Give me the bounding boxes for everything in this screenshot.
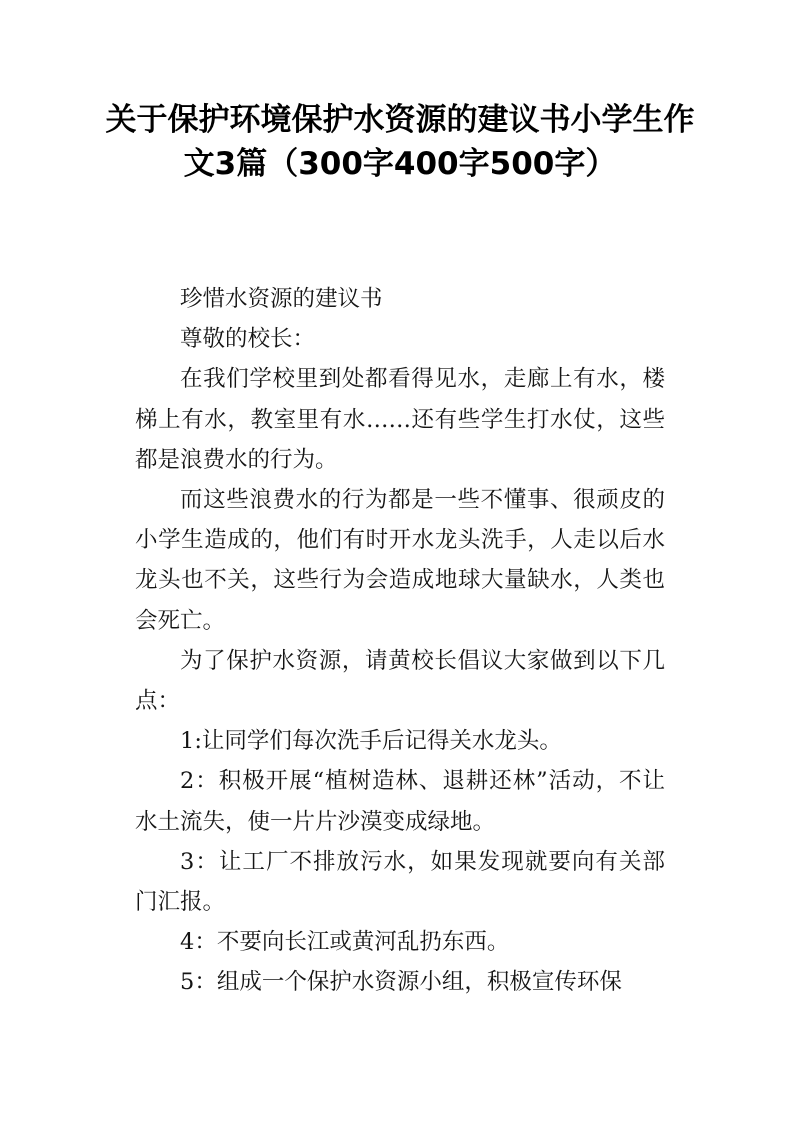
list-item: 5：组成一个保护水资源小组，积极宣传环保 xyxy=(180,969,622,996)
list-item: 4：不要向长江或黄河乱扔东西。 xyxy=(180,929,510,956)
paragraph-letter-title: 珍惜水资源的建议书 xyxy=(180,286,383,312)
paragraph: 而这些浪费水的行为都是一些不懂事、很顽皮的小学生造成的，他们有时开水龙头洗手，人走以后水龙头也不关，这些行为会造成地球大量缺水，人类也会死亡。 xyxy=(135,487,665,634)
paragraph: 在我们学校里到处都看得见水，走廊上有水，楼梯上有水，教室里有水……还有些学生打水仗，这些都是浪费水的行为。 xyxy=(135,366,665,473)
list-item: 3：让工厂不排放污水，如果发现就要向有关部门汇报。 xyxy=(135,848,665,916)
document-title: 关于保护环境保护水资源的建议书小学生作文3篇（300字400字500字） xyxy=(105,102,695,182)
paragraph: 为了保护水资源，请黄校长倡议大家做到以下几点： xyxy=(135,647,665,715)
document-body xyxy=(135,279,665,1003)
list-item: 1:让同学们每次洗手后记得关水龙头。 xyxy=(180,728,562,755)
paragraph-salutation: 尊敬的校长： xyxy=(180,326,316,353)
list-item: 2：积极开展“植树造林、退耕还林”活动，不让水土流失，使一片片沙漠变成绿地。 xyxy=(135,768,665,835)
